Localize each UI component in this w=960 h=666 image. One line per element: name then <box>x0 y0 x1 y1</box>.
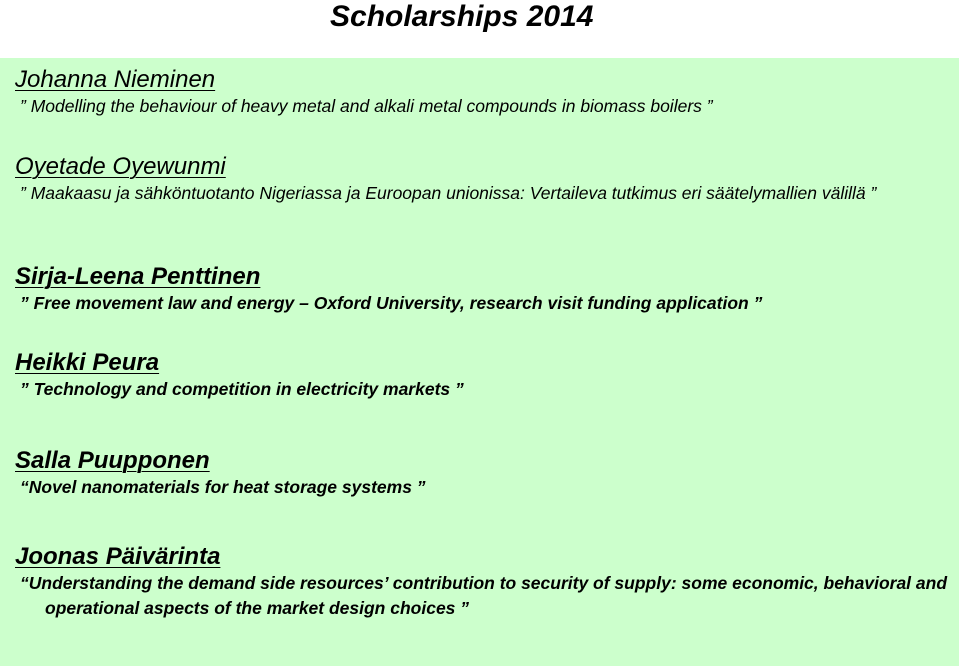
research-topic: ” Maakaasu ja sähköntuotanto Nigeriassa ja Euroopan unionissa: Vertaileva tutkimus eri säätelymallien välillä ” <box>20 183 877 203</box>
scholarship-entry <box>15 447 949 500</box>
scholarship-entry <box>15 153 949 206</box>
research-topic: “Novel nanomaterials for heat storage systems ” <box>20 477 426 497</box>
scholarship-list-panel <box>0 58 959 666</box>
research-topic: “Understanding the demand side resources’ contribution to security of supply: some economic, behavioral and operational aspects of the market design choices ” <box>20 573 948 618</box>
research-topic: ” Technology and competition in electricity markets ” <box>20 379 464 399</box>
scholarship-entry <box>15 543 949 621</box>
recipient-name: Joonas Päivärinta <box>15 543 221 570</box>
scholarship-entry <box>15 66 949 119</box>
recipient-name: Sirja-Leena Penttinen <box>15 263 261 290</box>
recipient-name: Heikki Peura <box>15 349 160 376</box>
scholarship-entry <box>15 349 949 402</box>
recipient-name: Salla Puupponen <box>15 447 210 474</box>
recipient-name: Oyetade Oyewunmi <box>15 153 226 180</box>
scholarship-entry <box>15 263 949 316</box>
recipient-name: Johanna Nieminen <box>15 66 216 93</box>
research-topic: ” Modelling the behaviour of heavy metal and alkali metal compounds in biomass boilers ” <box>20 96 713 116</box>
research-topic: ” Free movement law and energy – Oxford University, research visit funding application ” <box>20 293 763 313</box>
page-title: Scholarships 2014 <box>330 0 594 33</box>
